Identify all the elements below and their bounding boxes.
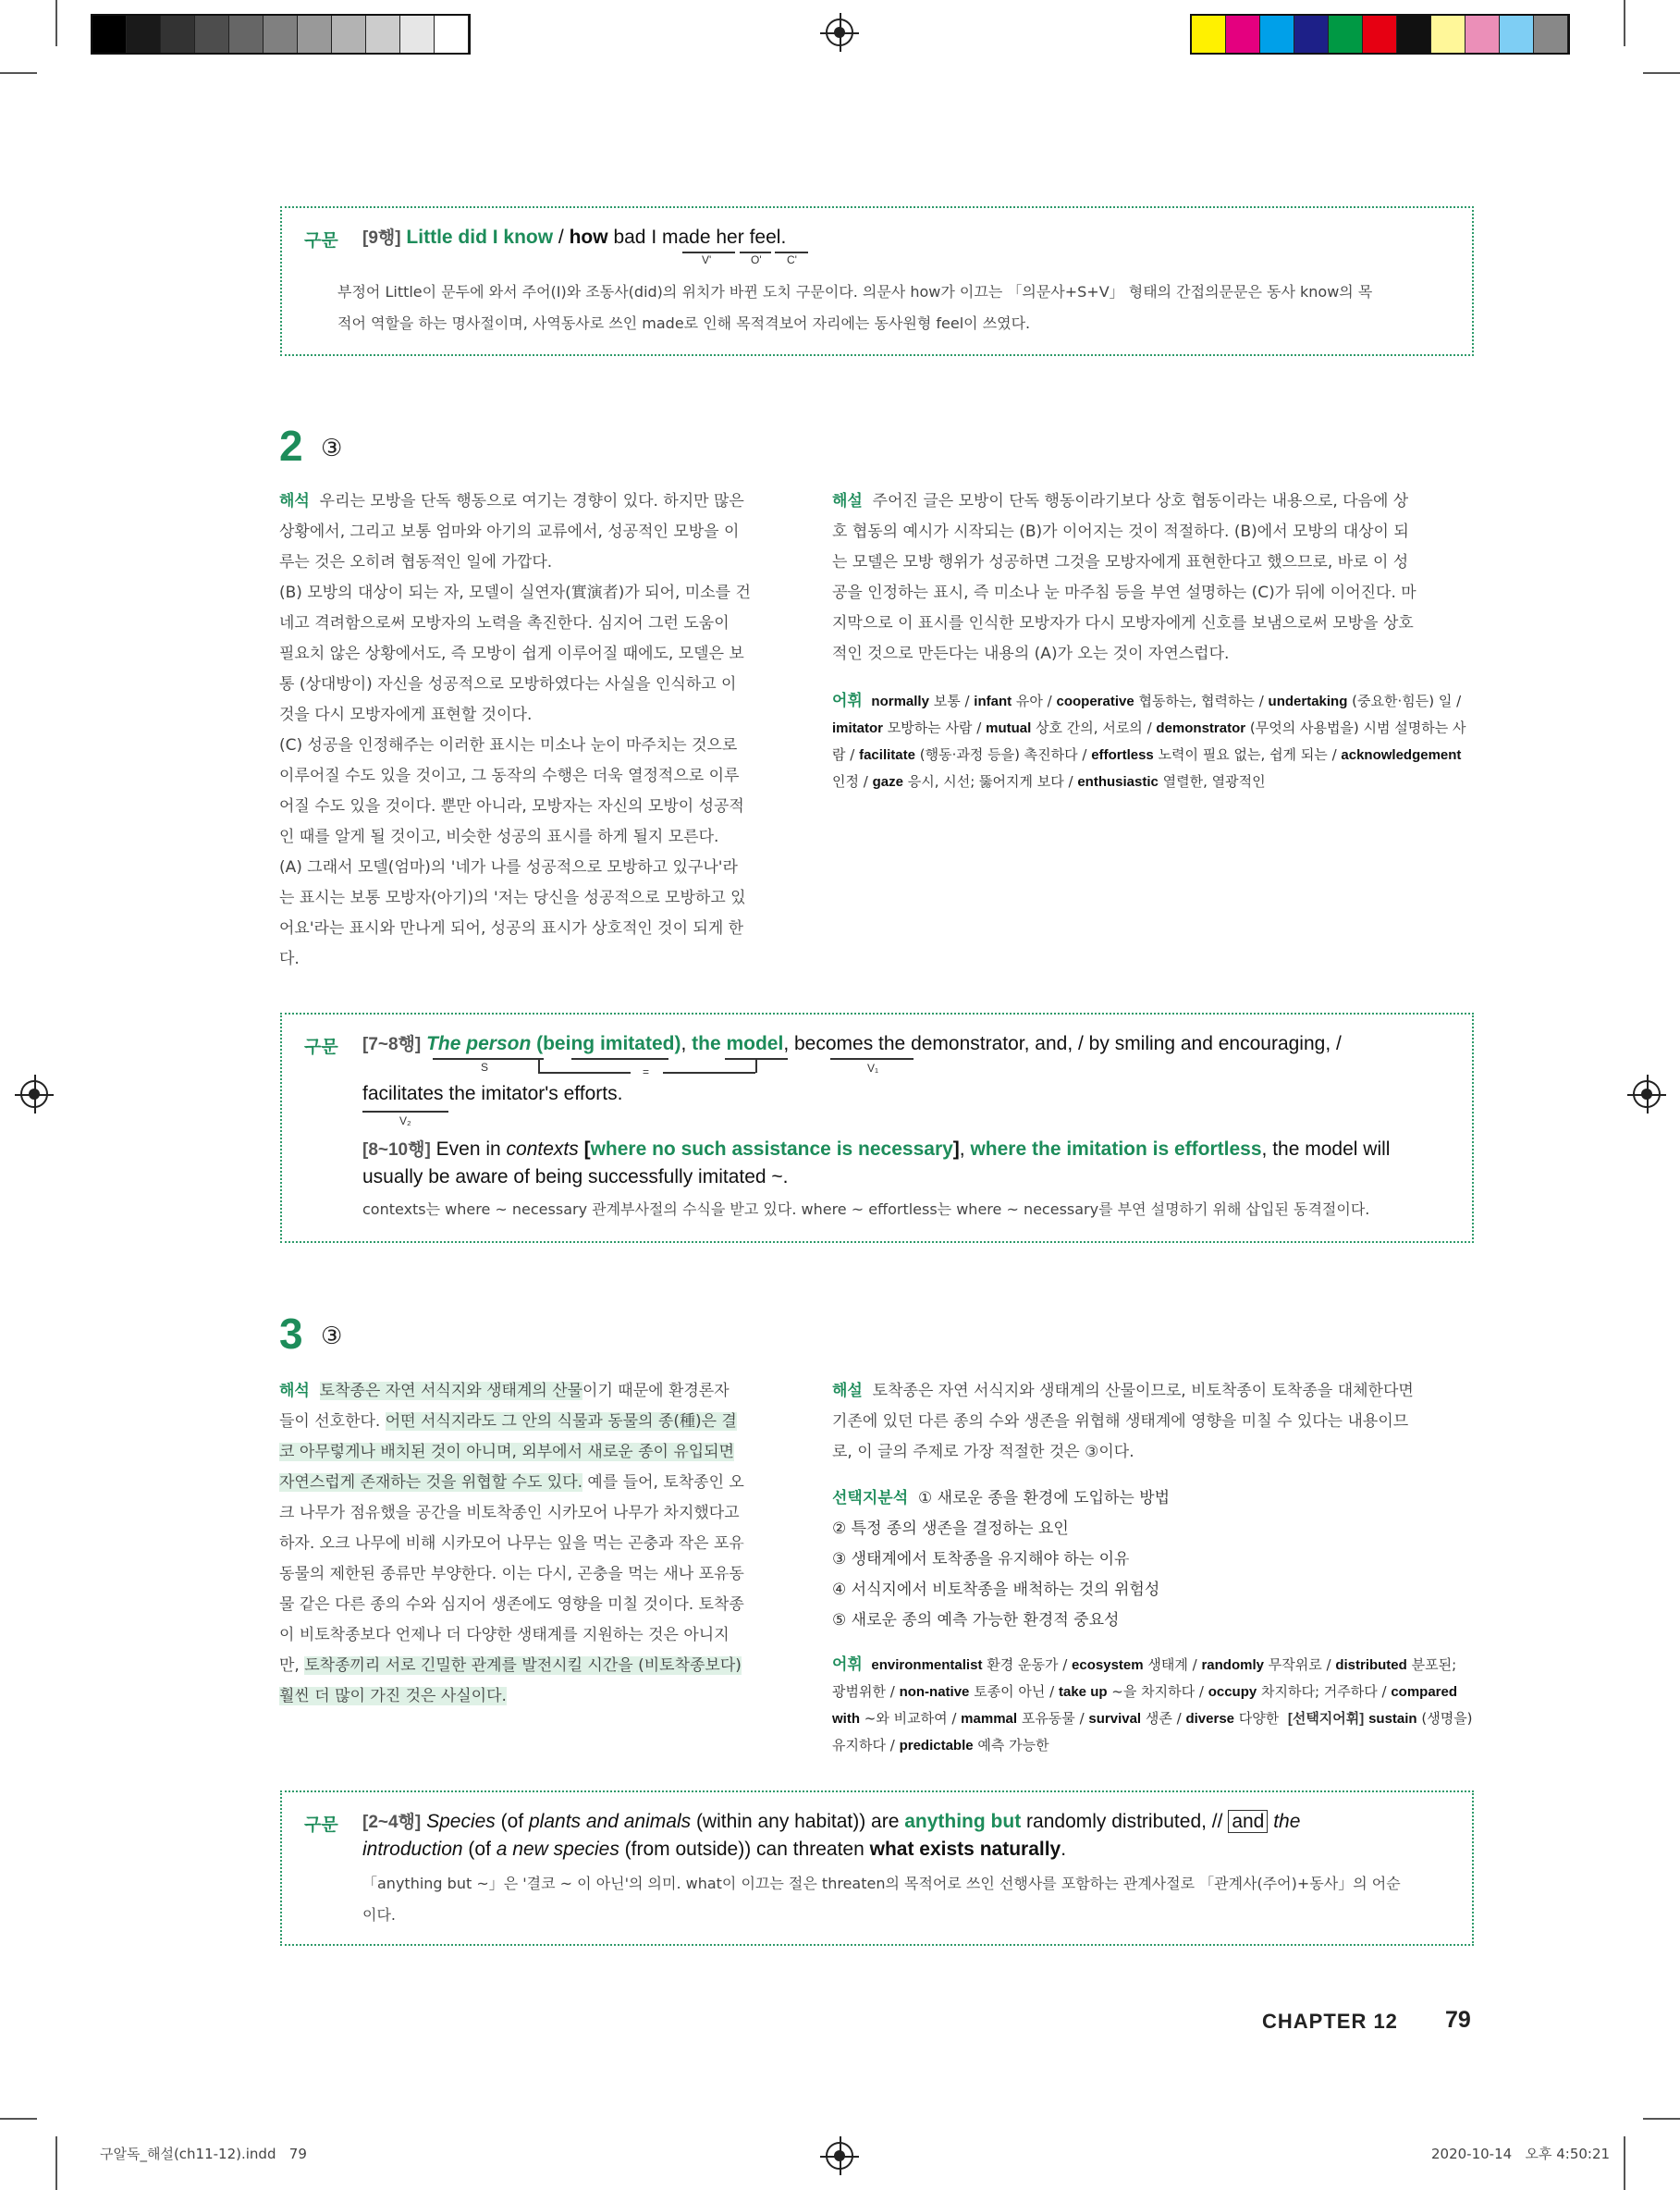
text-line: 는 모델은 모방 행위가 성공하면 그것을 모방자에게 표현한다고 했으므로, 바로 이 성: [832, 553, 1409, 572]
feel-word: feel: [749, 227, 781, 248]
highlight-text: 토착종끼리 서로 긴밀한 관계를 발전시킬 시간을 (비토착종보다): [304, 1656, 742, 1675]
highlight-text: 훨씬 더 많이 가진 것은 사실이다.: [279, 1687, 507, 1705]
syntax-note-line: contexts는 where ~ necessary 관계부사절의 수식을 받고 있다. where ~ effortless는 where ~ necessary를 부연 설명하기 위해 삽입된 동격절이다.: [362, 1200, 1370, 1218]
explanation-block: [832, 486, 1474, 670]
swatch: [1465, 16, 1500, 53]
vocab-meaning: 모방하는 사람: [887, 720, 973, 736]
object-marker: O': [751, 253, 762, 266]
option-analysis-label: 선택지분석: [832, 1489, 909, 1507]
vocab-meaning: 유아: [1015, 693, 1043, 709]
syntax-sentence-2-cont: usually be aware of being successfully imitated ~.: [362, 1166, 789, 1187]
text-line: 것을 다시 모방자에게 표현할 것이다.: [279, 706, 533, 724]
vocab-word: environmentalist: [871, 1657, 983, 1673]
registration-mark-icon: [826, 2142, 853, 2170]
vocab-meaning: 토종이 아닌: [974, 1683, 1046, 1700]
vocab-word: take up: [1059, 1684, 1108, 1700]
bracket-line: [663, 1072, 755, 1074]
text-line: 크 나무가 점유했을 공간을 비토착종인 시카모어 나무가 차지했다고: [279, 1504, 740, 1522]
made-word: made: [662, 227, 711, 248]
chapter-label: CHAPTER 12: [1262, 2010, 1398, 2033]
box-label: 구문: [304, 1037, 338, 1057]
syntax-sentence: [362, 1808, 1300, 1833]
line-ref: [9행]: [362, 228, 401, 248]
swatch: [229, 16, 264, 53]
text: [: [578, 1138, 591, 1160]
relative-clause: where no such assistance is necessary: [590, 1138, 953, 1160]
text-line: 토착종은 자연 서식지와 생태계의 산물이므로, 비토착종이 토착종을 대체한다면: [872, 1382, 1414, 1400]
text-line: 지막으로 이 표시를 인식한 모방자가 다시 모방자에게 신호를 보냄으로써 모방을 상호: [832, 614, 1414, 633]
introduction-word: introduction: [362, 1839, 463, 1860]
text-line: 호 협동의 예시가 시작되는 (B)가 이어지는 것이 적절하다. (B)에서 모방의 대상이 되: [832, 523, 1409, 541]
text-line: 네고 격려함으로써 모방자의 노력을 촉진한다. 심지어 그런 도움이: [279, 614, 730, 633]
highlight-text: 코 아무렇게나 배치된 것이 아니며, 외부에서 새로운 종이 유입되면: [279, 1443, 735, 1461]
text-line: 이 비토착종보다 언제나 더 다양한 생태계를 지원하는 것은 아니지: [279, 1626, 730, 1644]
text-line: 적인 것으로 만든다는 내용의 (A)가 오는 것이 자연스럽다.: [832, 645, 1230, 663]
print-timestamp: 2020-10-14 오후 4:50:21: [1431, 2146, 1611, 2162]
option-item: ③ 생태계에서 토착종을 유지해야 하는 이유: [832, 1550, 1130, 1569]
vocab-word: gaze: [872, 774, 903, 790]
text-line: 는 표시는 보통 모방자(아기)의 '저는 당신을 성공적으로 모방하고 있: [279, 889, 746, 907]
verb1-marker: V₁: [867, 1062, 879, 1075]
swatch: [127, 16, 161, 53]
swatch: [435, 16, 469, 53]
text-line: (B) 모방의 대상이 되는 자, 모델이 실연자(實演者)가 되어, 미소를 건: [279, 584, 751, 602]
crop-mark: [55, 0, 57, 46]
underline: [433, 1058, 544, 1060]
swatch: [1192, 16, 1226, 53]
participle-phrase: (being imitated): [531, 1033, 681, 1054]
vocabulary-block: 어휘 normally 보통 / infant 유아 / cooperative 협동하는, 협력하는 / undertaking (중요한·힘든) 일 / imitator 모방하는 사람 / mutual 상호 간의, 서로의 / demonstrator (무엇의 사용법을) 시범 설명하는 사람 / facilitate (행동·과정 등을) 촉진하다 / effortless 노력이 필요 없는, 쉽게 되는 / acknowledgement 인정 / gaze 응시, 시선; 뚫어지게 보다 / enthusiastic 열렬한, 열광적인: [832, 692, 1466, 790]
vocab-word: facilitate: [859, 747, 915, 763]
text-line: 하자. 오크 나무에 비해 시카모어 나무는 잎을 먹는 곤충과 작은 포유: [279, 1534, 744, 1553]
swatch: [366, 16, 400, 53]
how-word: how: [569, 227, 608, 248]
vocabulary-label: 어휘: [832, 692, 863, 710]
syntax-sentence: [362, 224, 786, 249]
file-name: 구알독_해설(ch11-12).indd 79: [100, 2146, 307, 2162]
text-line: 동물의 제한된 종류만 부양한다. 이는 다시, 곤충을 먹는 새나 포유동: [279, 1565, 744, 1583]
text: the: [1268, 1811, 1301, 1832]
bracket-line: [538, 1072, 631, 1074]
vocab-word: compared with: [832, 1684, 1458, 1727]
vocab-meaning: 상호 간의, 서로의: [1036, 720, 1143, 736]
translation-label: 해석: [279, 492, 310, 511]
appositive-clause: where the imitation is effortless: [970, 1138, 1262, 1160]
vocab-meaning: 다양한: [1238, 1710, 1280, 1727]
swatch: [1329, 16, 1363, 53]
complement-marker: C': [787, 253, 797, 266]
explanation-label: 해설: [832, 492, 863, 511]
swatch: [298, 16, 332, 53]
translation-block: [279, 486, 797, 975]
swatch: [1534, 16, 1568, 53]
crop-mark: [1624, 0, 1625, 46]
text: ]: [952, 1138, 960, 1160]
vocab-meaning: 응시, 시선; 뚫어지게 보다: [907, 773, 1064, 790]
syntax-note-line: 적어 역할을 하는 명사절이며, 사역동사로 쓰인 made로 인해 목적격보어 자리에는 동사원형 feel이 쓰였다.: [337, 314, 1031, 332]
text: .: [780, 227, 787, 248]
vocab-word: diverse: [1185, 1711, 1235, 1727]
explanation-block: [832, 1376, 1474, 1468]
vocab-meaning: 협동하는, 협력하는: [1138, 693, 1255, 709]
vocab-meaning: (무엇의 사용법을) 시범 설명하는 사람: [832, 720, 1466, 763]
answer-choice: ③: [321, 1323, 343, 1350]
vocab-word: acknowledgement: [1341, 747, 1462, 763]
new-species-phrase: a new species: [496, 1839, 619, 1860]
vocab-word: sustain: [1368, 1711, 1417, 1727]
text: , the model will: [1261, 1138, 1391, 1160]
answer-choice: ③: [321, 435, 343, 462]
registration-mark-icon: [826, 18, 853, 46]
text-line: 인 때를 알게 될 것이고, 비슷한 성공의 표시를 하게 될지 모른다.: [279, 828, 719, 846]
what-clause: what exists naturally: [869, 1839, 1061, 1860]
vocab-meaning: ~와 비교하여: [864, 1710, 948, 1727]
vocabulary-label: 어휘: [832, 1655, 863, 1674]
vocab-meaning: ~을 차지하다: [1111, 1683, 1196, 1700]
vocab-meaning: 무작위로: [1268, 1656, 1322, 1673]
vocab-word: undertaking: [1268, 694, 1348, 709]
syntax-note-line: 부정어 Little이 문두에 와서 주어(I)와 조동사(did)의 위치가 바뀐 도치 구문이다. 의문사 how가 이끄는 「의문사+S+V」 형태의 간접의문문은 동사 know의 목: [337, 283, 1373, 301]
vocab-word: normally: [871, 694, 929, 709]
box-label: 구문: [304, 230, 338, 251]
swatch: [92, 16, 127, 53]
page-number: 79: [1445, 2007, 1471, 2033]
subject-marker: S: [481, 1061, 489, 1074]
text-line: (A) 그래서 모델(엄마)의 '네가 나를 성공적으로 모방하고 있구나'라: [279, 858, 738, 877]
text: (within any habitat)) are: [691, 1811, 905, 1832]
vocab-word: occupy: [1208, 1684, 1257, 1700]
text: (from outside)) can threaten: [619, 1839, 870, 1860]
question-number: 3: [279, 1310, 303, 1358]
crop-mark: [55, 2136, 57, 2190]
registration-mark-icon: [20, 1080, 48, 1108]
vocab-tag: [선택지어휘]: [1287, 1711, 1365, 1727]
text-line: 어질 수도 있을 것이다. 뿐만 아니라, 모방자는 자신의 모방이 성공적: [279, 797, 744, 816]
text: .: [1061, 1839, 1067, 1860]
underline: [830, 1058, 914, 1060]
text: ,: [783, 1033, 794, 1054]
text-line: 이루어질 수도 있을 것이고, 그 동작의 수행은 더욱 열정적으로 이루: [279, 767, 740, 785]
vocab-word: infant: [974, 694, 1012, 709]
vocab-word: enthusiastic: [1077, 774, 1159, 790]
appositive-phrase: the model: [692, 1033, 784, 1054]
vocab-meaning: (중요한·힘든) 일: [1352, 693, 1453, 709]
vocab-word: cooperative: [1056, 694, 1134, 709]
vocab-meaning: 포유동물: [1021, 1710, 1075, 1727]
grayscale-calibration-bar: [91, 14, 471, 55]
vocab-word: ecosystem: [1072, 1657, 1144, 1673]
option-item: ⑤ 새로운 종의 예측 가능한 환경적 중요성: [832, 1611, 1120, 1630]
highlight-text: 어떤 서식지라도 그 안의 식물과 동물의 종(種)은 결: [385, 1412, 737, 1431]
text: the imitator's efforts.: [443, 1083, 623, 1104]
vocab-word: imitator: [832, 720, 884, 736]
verb2-marker: V₂: [399, 1114, 411, 1127]
swatch: [1260, 16, 1294, 53]
box-label: 구문: [304, 1815, 338, 1835]
syntax-sentence: [362, 1030, 1342, 1055]
syntax-note-line: 이다.: [362, 1906, 396, 1924]
vocab-word: distributed: [1335, 1657, 1407, 1673]
text: /: [553, 227, 570, 248]
text: the demonstrator, and, / by smiling and encouraging, /: [873, 1033, 1342, 1054]
swatch: [1294, 16, 1329, 53]
text-line: 기존에 있던 다른 종의 수와 생존을 위협해 생태계에 영향을 미칠 수 있다는 내용이므: [832, 1412, 1409, 1431]
highlight-text: 토착종은 자연 서식지와 생태계의 산물: [319, 1382, 583, 1400]
vocab-meaning: 생태계: [1147, 1656, 1188, 1673]
text-line: 공을 인정하는 표시, 즉 미소나 눈 마주침 등을 부연 설명하는 (C)가 뒤에 이어진다. 마: [832, 584, 1416, 602]
subject-phrase: The person: [426, 1033, 532, 1054]
text: 이기 때문에 환경론자: [582, 1382, 730, 1400]
swatch: [195, 16, 229, 53]
anything-but-phrase: anything but: [904, 1811, 1022, 1832]
translation-label: 해석: [279, 1382, 310, 1400]
line-ref: [8~10행]: [362, 1140, 431, 1160]
text-line: 다.: [279, 950, 300, 968]
text-line: 상황에서, 그리고 보통 엄마와 아기의 교류에서, 성공적인 모방을 이: [279, 523, 740, 541]
crop-mark: [0, 2118, 37, 2120]
vocab-word: mammal: [961, 1711, 1018, 1727]
bracket-line: [755, 1058, 757, 1073]
text: (of: [462, 1839, 497, 1860]
text-line: 어요'라는 표시와 만나게 되어, 성공의 표시가 상호적인 것이 되게 한: [279, 919, 744, 938]
text: randomly distributed, //: [1021, 1811, 1229, 1832]
vocab-word: demonstrator: [1156, 720, 1246, 736]
and-conjunction: and: [1228, 1810, 1268, 1833]
syntax-box-9: [280, 206, 1474, 356]
text: ,: [681, 1033, 693, 1054]
registration-mark-icon: [1633, 1080, 1661, 1108]
explanation-label: 해설: [832, 1382, 863, 1400]
inverted-phrase: Little did I know: [406, 227, 554, 248]
swatch: [1397, 16, 1431, 53]
text: bad I: [607, 227, 662, 248]
option-item: ② 특정 종의 생존을 결정하는 요인: [832, 1519, 1069, 1538]
bracket-line: [538, 1058, 540, 1073]
syntax-sentence-cont: [362, 1839, 1066, 1861]
text: 만,: [279, 1656, 305, 1675]
swatch: [1500, 16, 1534, 53]
translation-block: [279, 1376, 797, 1712]
vocab-word: survival: [1088, 1711, 1142, 1727]
vocab-word: predictable: [899, 1738, 974, 1753]
vocab-word: randomly: [1201, 1657, 1264, 1673]
syntax-box-2-4: [280, 1790, 1474, 1946]
equals-marker: =: [643, 1065, 650, 1078]
syntax-box-7-10: [280, 1013, 1474, 1243]
line-ref: [2~4행]: [362, 1813, 422, 1832]
text-line: 필요치 않은 상황에서도, 즉 모방이 쉽게 이루어질 때에도, 모델은 보: [279, 645, 744, 663]
option-item: ① 새로운 종을 환경에 도입하는 방법: [917, 1489, 1171, 1507]
underline: [571, 1058, 668, 1060]
her-word: her: [716, 227, 744, 248]
underline: [362, 1111, 448, 1113]
option-item: ④ 서식지에서 비토착종을 배척하는 것의 위험성: [832, 1581, 1160, 1599]
vocab-meaning: 차지하다; 거주하다: [1260, 1683, 1378, 1700]
plants-phrase: plants and animals: [529, 1811, 692, 1832]
vocab-meaning: 인정: [832, 773, 859, 790]
swatch: [1226, 16, 1260, 53]
text-line: 주어진 글은 모방이 단독 행동이라기보다 상호 협동이라는 내용으로, 다음에 상: [872, 492, 1409, 511]
swatch: [1431, 16, 1465, 53]
color-calibration-bar: [1190, 14, 1570, 55]
swatch: [264, 16, 298, 53]
vocab-meaning: 예측 가능한: [977, 1737, 1049, 1753]
swatch: [161, 16, 195, 53]
text-line: 물 같은 다른 종의 수와 심지어 생존에도 영향을 미칠 것이다. 토착종: [279, 1595, 744, 1614]
syntax-note-line: 「anything but ~」은 '결코 ~ 이 아닌'의 의미. what이 이끄는 절은 threaten의 목적어로 쓰인 선행사를 포함하는 관계사절로 「관계사(주어)+동사」의 어순: [362, 1875, 1401, 1892]
swatch: [1363, 16, 1397, 53]
crop-mark: [1643, 72, 1680, 74]
text-line: (C) 성공을 인정해주는 이러한 표시는 미소나 눈이 마주치는 것으로: [279, 736, 738, 755]
highlight-text: 자연스럽게 존재하는 것을 위협할 수도 있다.: [279, 1473, 583, 1492]
vocab-meaning: 열렬한, 열광적인: [1162, 773, 1266, 790]
swatch: [332, 16, 366, 53]
swatch: [400, 16, 435, 53]
option-analysis-block: [832, 1483, 1474, 1636]
text-line: 우리는 모방을 단독 행동으로 여기는 경향이 있다. 하지만 많은: [319, 492, 744, 511]
text-line: 루는 것은 오히려 협동적인 일에 가깝다.: [279, 553, 553, 572]
vocab-meaning: 보통: [933, 693, 961, 709]
vocab-meaning: (행동·과정 등을) 촉진하다: [919, 746, 1078, 763]
text: Even in: [430, 1138, 507, 1160]
syntax-sentence-cont: [362, 1083, 622, 1105]
line-ref: [7~8행]: [362, 1035, 422, 1054]
vocab-meaning: 생존: [1145, 1710, 1172, 1727]
vocab-word: effortless: [1091, 747, 1154, 763]
vocab-meaning: 노력이 필요 없는, 쉽게 되는: [1158, 746, 1328, 763]
text-line: 로, 이 글의 주제로 가장 적절한 것은 ③이다.: [832, 1443, 1134, 1461]
text: 들이 선호한다.: [279, 1412, 386, 1431]
vocab-word: mutual: [986, 720, 1032, 736]
question-number: 2: [279, 422, 303, 470]
crop-mark: [1643, 2118, 1680, 2120]
vocab-meaning: (생명을) 유지하다: [832, 1710, 1473, 1753]
vocab-word: non-native: [899, 1684, 970, 1700]
verb1: becomes: [793, 1033, 874, 1054]
vocab-meaning: 환경 운동가: [987, 1656, 1059, 1673]
verb-marker: V': [702, 253, 712, 266]
vocab-meaning: 분포된; 광범위한: [832, 1656, 1457, 1700]
syntax-sentence-2: [362, 1136, 1390, 1161]
text-line: 통 (상대방이) 자신을 성공적으로 모방하였다는 사실을 인식하고 이: [279, 675, 737, 694]
verb2: facilitates: [362, 1083, 444, 1104]
contexts-word: contexts: [506, 1138, 579, 1160]
text: ,: [959, 1138, 971, 1160]
vocabulary-block: 어휘 environmentalist 환경 운동가 / ecosystem 생태계 / randomly 무작위로 / distributed 분포된; 광범위한 / non-native 토종이 아닌 / take up ~을 차지하다 / occupy 차지하다; 거주하다 / compared with ~와 비교하여 / mammal 포유동물 / survival 생존 / diverse 다양한 [선택지어휘] sustain (생명을) 유지하다 / predictable 예측 가능한: [832, 1655, 1473, 1753]
crop-mark: [0, 72, 37, 74]
crop-mark: [1624, 2136, 1625, 2190]
species-word: Species: [426, 1811, 496, 1832]
text: 예를 들어, 토착종인 오: [582, 1473, 744, 1492]
text: (of: [495, 1811, 529, 1832]
